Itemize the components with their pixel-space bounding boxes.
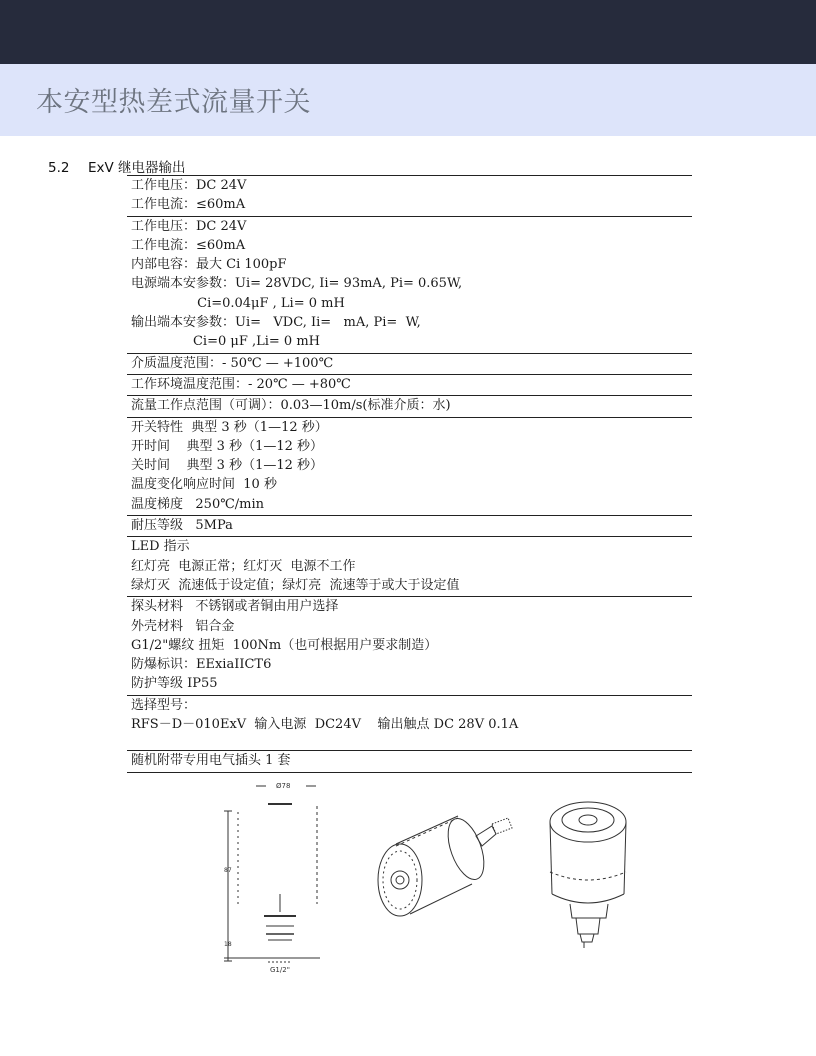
spec-group <box>127 596 692 694</box>
horizontal-view-drawing <box>378 814 512 916</box>
spec-line: 工作电流：≤60mA <box>131 197 246 213</box>
spec-line: 内部电容：最大 Ci 100pF <box>131 257 287 273</box>
spec-line: 红灯亮 电源正常；红灯灭 电源不工作 <box>131 558 356 574</box>
spec-table <box>127 175 692 773</box>
section-number: 5.2 <box>48 160 70 176</box>
spec-line: 防护等级 IP55 <box>131 676 218 692</box>
product-drawings <box>220 776 640 976</box>
spec-line: 输出端本安参数：Ui= VDC, Ii= mA, Pi= W, <box>131 315 421 331</box>
spec-group <box>127 536 692 596</box>
spec-line: 电源端本安参数：Ui= 28VDC, Ii= 93mA, Pi= 0.65W, <box>131 276 463 292</box>
spec-group <box>127 175 692 216</box>
dimension-drawing <box>224 786 320 962</box>
spec-line: 工作电流：≤60mA <box>131 237 246 253</box>
spec-line: 介质温度范围：- 50℃ — +100℃ <box>131 355 334 371</box>
spec-line: 工作电压：DC 24V <box>131 178 247 193</box>
spec-line: RFS－D－010ExV 输入电源 DC24V 输出触点 DC 28V 0.1A <box>131 717 519 733</box>
spec-line: 工作电压：DC 24V <box>131 218 247 234</box>
dim-side-label: 87 <box>224 867 232 874</box>
section-heading <box>48 156 186 176</box>
spec-line: 绿灯灭 流速低于设定值；绿灯亮 流速等于或大于设定值 <box>131 577 460 593</box>
spec-line: 流量工作点范围（可调）：0.03—10m/s(标准介质：水) <box>131 398 451 414</box>
spec-line: 外壳材料 铝合金 <box>131 618 235 634</box>
spec-group <box>127 695 692 751</box>
spec-line: 温度梯度 250℃/min <box>131 496 264 512</box>
section-title: ExV 继电器输出 <box>88 160 186 176</box>
spec-group <box>127 395 692 416</box>
title-band <box>0 64 816 136</box>
vertical-view-drawing <box>550 802 626 948</box>
spec-line <box>131 734 692 749</box>
spec-line: 关时间 典型 3 秒（1—12 秒） <box>131 458 324 474</box>
spec-line: 耐压等级 5MPa <box>131 518 233 534</box>
spec-line: 选择型号： <box>131 697 197 713</box>
spec-line: Ci=0 μF ,Li= 0 mH <box>131 334 321 350</box>
dim-bottom-label: G1/2" <box>270 966 290 974</box>
spec-line: LED 指示 <box>131 539 190 555</box>
spec-group <box>127 417 692 515</box>
spec-line: 探头材料 不锈钢或者铜由用户选择 <box>131 599 339 615</box>
spec-line: 温度变化响应时间 10 秒 <box>131 477 277 493</box>
spec-group <box>127 515 692 536</box>
spec-group <box>127 216 692 353</box>
spec-line: 开时间 典型 3 秒（1—12 秒） <box>131 438 324 454</box>
spec-group <box>127 374 692 395</box>
spec-group <box>127 353 692 374</box>
spec-line: Ci=0.04μF , Li= 0 mH <box>131 295 345 311</box>
dim-top-label: Ø78 <box>276 782 291 790</box>
spec-line: 防爆标识：EExiaIICT6 <box>131 657 272 673</box>
spec-line: 随机附带专用电气插头 1 套 <box>131 753 291 769</box>
header-bar <box>0 0 816 64</box>
page-title: 本安型热差式流量开关 <box>36 87 311 118</box>
spec-line: G1/2"螺纹 扭矩 100Nm（也可根据用户要求制造） <box>131 637 438 653</box>
spec-group <box>127 750 692 772</box>
product-figures <box>220 776 640 976</box>
spec-line: 工作环境温度范围：- 20℃ — +80℃ <box>131 376 351 392</box>
dim-low-label: 18 <box>224 941 232 948</box>
spec-line: 开关特性 典型 3 秒（1—12 秒） <box>131 419 328 435</box>
